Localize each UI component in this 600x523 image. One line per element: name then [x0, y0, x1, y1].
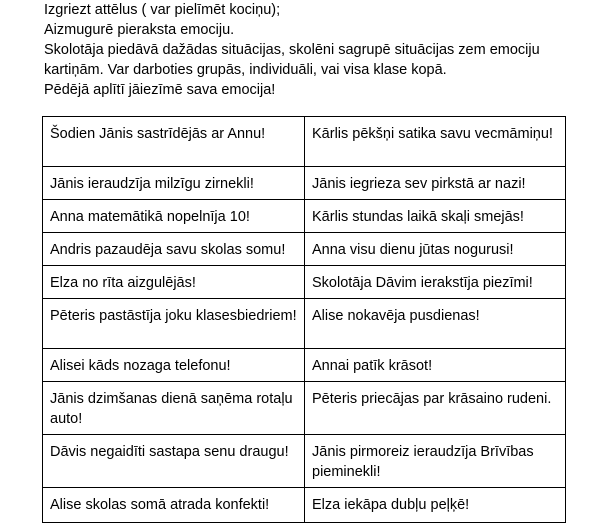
table-row	[43, 233, 566, 266]
instructions	[44, 0, 594, 100]
table-row	[43, 435, 566, 488]
situation-cell: Jānis dzimšanas dienā saņēma rotaļu auto!	[43, 382, 305, 435]
table-row	[43, 266, 566, 299]
situation-cell: Annai patīk krāsot!	[305, 349, 566, 382]
situation-cell: Jānis pirmoreiz ieraudzīja Brīvības pieminekli!	[305, 435, 566, 488]
situation-cell: Pēteris pastāstīja joku klasesbiedriem!	[43, 299, 305, 349]
situation-cell: Kārlis stundas laikā skaļi smejās!	[305, 200, 566, 233]
table-row	[43, 200, 566, 233]
situation-cell: Elza iekāpa dubļu peļķē!	[305, 488, 566, 523]
situation-cell: Elza no rīta aizgulējās!	[43, 266, 305, 299]
table-row	[43, 167, 566, 200]
situation-cell: Kārlis pēkšņi satika savu vecmāmiņu!	[305, 117, 566, 167]
table-row	[43, 382, 566, 435]
table-row	[43, 349, 566, 382]
instruction-line: Aizmugurē pieraksta emociju.	[44, 22, 235, 38]
situation-cell: Dāvis negaidīti sastapa senu draugu!	[43, 435, 305, 488]
table-row	[43, 117, 566, 167]
situation-cell: Andris pazaudēja savu skolas somu!	[43, 233, 305, 266]
instruction-line: kartiņām. Var darboties grupās, individuāli, vai visa klase kopā.	[44, 62, 447, 78]
situation-cell: Alisei kāds nozaga telefonu!	[43, 349, 305, 382]
situation-cell: Anna matemātikā nopelnīja 10!	[43, 200, 305, 233]
table-row	[43, 299, 566, 349]
instruction-line: Pēdējā aplītī jāiezīmē sava emocija!	[44, 82, 276, 98]
situation-cell: Alise nokavēja pusdienas!	[305, 299, 566, 349]
situations-table	[42, 116, 566, 523]
table-row	[43, 488, 566, 523]
situation-cell: Jānis ieraudzīja milzīgu zirnekli!	[43, 167, 305, 200]
instruction-line: Skolotāja piedāvā dažādas situācijas, skolēni sagrupē situācijas zem emociju	[44, 42, 540, 58]
situation-cell: Anna visu dienu jūtas nogurusi!	[305, 233, 566, 266]
situation-cell: Šodien Jānis sastrīdējās ar Annu!	[43, 117, 305, 167]
situation-cell: Jānis iegrieza sev pirkstā ar nazi!	[305, 167, 566, 200]
situation-cell: Skolotāja Dāvim ierakstīja piezīmi!	[305, 266, 566, 299]
instruction-line: Izgriezt attēlus ( var pielīmēt kociņu);	[44, 2, 281, 18]
situation-cell: Alise skolas somā atrada konfekti!	[43, 488, 305, 523]
situation-cell: Pēteris priecājas par krāsaino rudeni.	[305, 382, 566, 435]
